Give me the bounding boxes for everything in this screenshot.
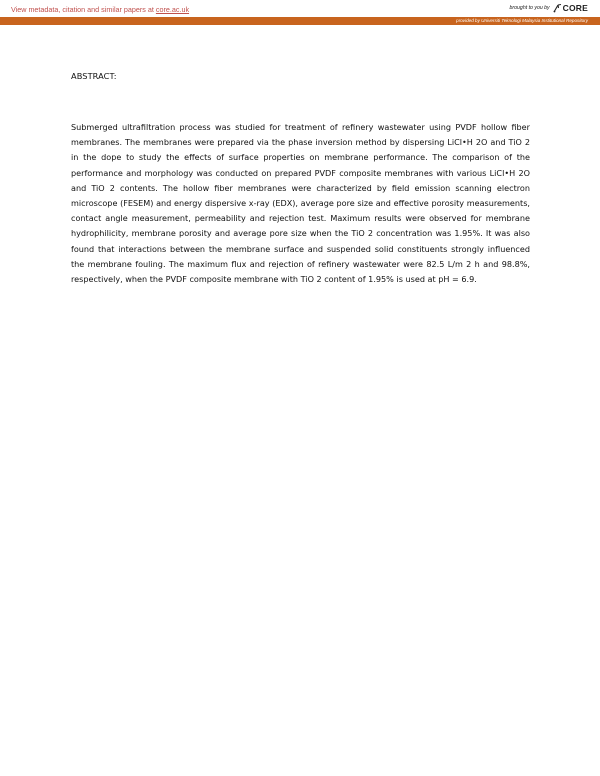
provided-by-text[interactable]: provided by Universiti Teknologi Malaysia Institutional Repository	[456, 17, 588, 23]
abstract-body: Submerged ultrafiltration process was studied for treatment of refinery wastewater using PVDF hollow fiber membranes. The membranes were prepared via the phase inversion method by dispersing LiCl•H 2O and TiO 2 in the dope to study the effects of surface properties on membrane performance. The comparison of the performance and morphology was conducted on prepared PVDF composite membranes with various LiCl•H 2O and TiO 2 contents. The hollow fiber membranes were characterized by field emission scanning electron microscope (FESEM) and energy dispersive x-ray (EDX), average pore size and effective porosity measurements, contact angle measurement, permeability and rejection test. Maximum results were observed for membrane hydrophilicity, membrane porosity and average pore size when the TiO 2 concentration was 1.95%. It was also found that interactions between the membrane surface and suspended solid constituents strongly influenced the membrane fouling. The maximum flux and rejection of refinery wastewater were 82.5 L/m 2 h and 98.8%, respectively, when the PVDF composite membrane with TiO 2 content of 1.95% is used at pH = 6.9.	[71, 122, 530, 285]
abstract-heading: ABSTRACT:	[71, 71, 117, 81]
core-logo-icon	[553, 3, 562, 13]
metadata-link-line	[11, 5, 189, 14]
repository-band	[0, 17, 600, 25]
metadata-link-prefix: View metadata, citation and similar papers at	[11, 5, 156, 14]
core-logo-text: CORE	[562, 3, 588, 13]
core-ac-uk-link[interactable]: core.ac.uk	[155, 5, 190, 14]
brought-to-you-by-text: brought to you by	[509, 5, 550, 11]
brought-to-you-by[interactable]	[510, 3, 588, 13]
core-banner	[0, 0, 600, 17]
core-logo[interactable]	[553, 3, 588, 13]
